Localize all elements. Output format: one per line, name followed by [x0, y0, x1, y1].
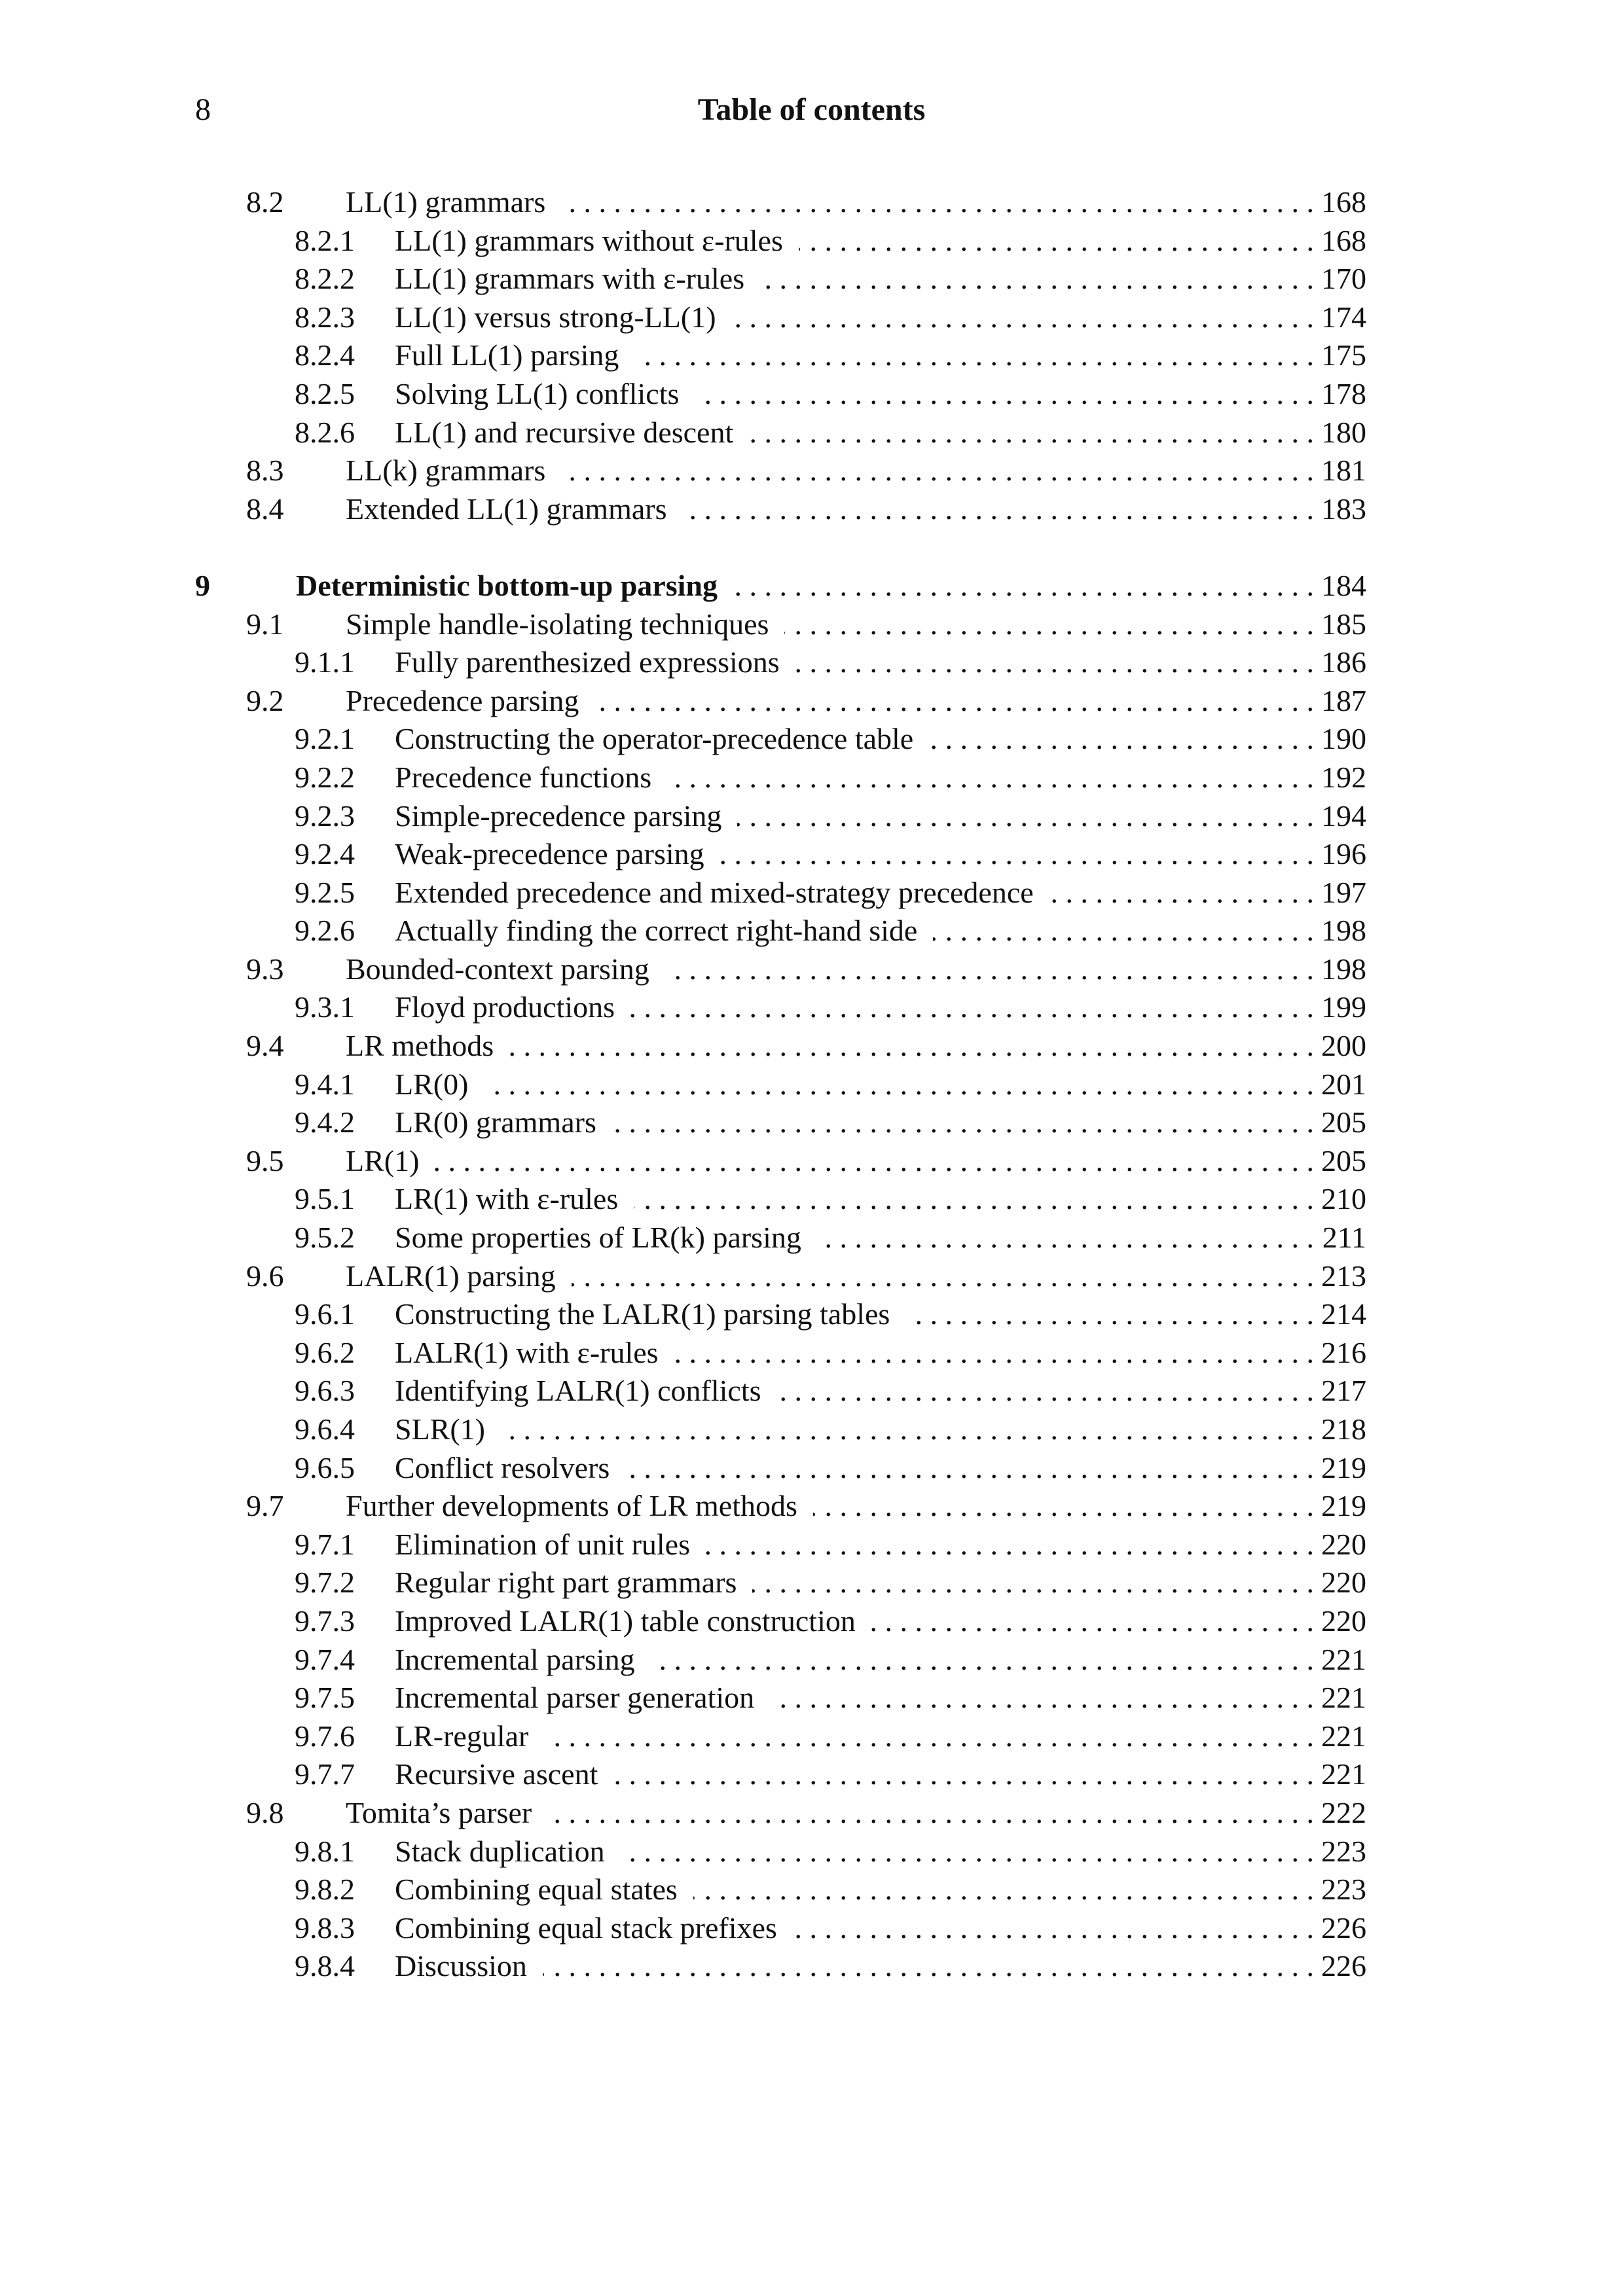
toc-subsection-entry[interactable] [195, 1755, 1366, 1794]
toc-entry-title-text: Conflict resolvers [395, 1451, 625, 1484]
toc-entry-page: 170 [1321, 262, 1366, 296]
toc-entry-title-text: LL(1) grammars without ε-rules [395, 224, 799, 257]
toc-entry-title-text: LR(1) with ε-rules [395, 1182, 634, 1215]
toc-entry-title [395, 1717, 1314, 1756]
toc-entry-page: 181 [1321, 454, 1366, 488]
toc-entry-number: 9.7.3 [295, 1604, 355, 1638]
toc-entry-number: 8.4 [246, 492, 284, 526]
toc-subsection-entry[interactable] [195, 720, 1366, 759]
toc-entry-page: 196 [1321, 837, 1366, 871]
toc-entry-title [346, 452, 1314, 490]
toc-entry-number: 9.2 [246, 683, 284, 717]
toc-entry-title [395, 1372, 1314, 1410]
toc-entry-page: 220 [1321, 1566, 1366, 1600]
toc-subsection-entry[interactable] [195, 336, 1366, 375]
toc-entry-title-text: Identifying LALR(1) conflicts [395, 1374, 777, 1407]
toc-entry-page: 178 [1321, 376, 1366, 410]
toc-entry-title [395, 1833, 1314, 1871]
toc-entry-title-text: Constructing the LALR(1) parsing tables [395, 1297, 905, 1331]
toc-subsection-entry[interactable] [195, 260, 1366, 298]
toc-entry-number: 9.1 [246, 607, 284, 641]
toc-entry-number: 9.6.3 [295, 1374, 355, 1408]
toc-entry-number: 9.7.1 [295, 1527, 355, 1561]
toc-entry-title-text: Deterministic bottom-up parsing [296, 569, 733, 602]
toc-entry-title-text: Constructing the operator-precedence table [395, 722, 929, 755]
toc-subsection-entry[interactable] [195, 1947, 1366, 1986]
toc-entry-title-text: Incremental parser generation [395, 1681, 770, 1714]
toc-entry-page: 220 [1321, 1527, 1366, 1561]
toc-subsection-entry[interactable] [195, 1641, 1366, 1679]
toc-entry-page: 183 [1321, 492, 1366, 526]
toc-entry-number: 9.7.2 [295, 1566, 355, 1600]
toc-entry-page: 214 [1321, 1297, 1366, 1331]
toc-entry-number: 9.8.1 [295, 1834, 355, 1868]
toc-entry-title-text: Recursive ascent [395, 1757, 613, 1791]
toc-entry-title [346, 183, 1314, 222]
toc-entry-number: 9.7.4 [295, 1642, 355, 1676]
toc-entry-title [395, 720, 1314, 759]
toc-entry-page: 199 [1321, 990, 1366, 1024]
toc-entry-title [395, 643, 1314, 682]
toc-subsection-entry[interactable] [195, 835, 1366, 874]
toc-entry-title [296, 567, 1314, 605]
toc-entry-title [346, 1142, 1314, 1181]
toc-section-entry[interactable] [195, 452, 1366, 490]
toc-entry-page: 221 [1321, 1642, 1366, 1676]
toc-subsection-entry[interactable] [195, 643, 1366, 682]
toc-entry-title [395, 1947, 1314, 1986]
toc-entry-title-text: Some properties of LR(k) parsing [395, 1221, 817, 1254]
toc-entry-title [395, 298, 1314, 337]
toc-entry-title [346, 1487, 1314, 1526]
toc-entry-title [346, 950, 1314, 989]
toc-entry-number: 8.3 [246, 454, 284, 488]
toc-entry-number: 9.8.3 [295, 1910, 355, 1945]
toc-entry-number: 9.8 [246, 1795, 284, 1829]
toc-entry-title-text: LR(0) grammars [395, 1105, 612, 1139]
toc-entry-page: 221 [1321, 1719, 1366, 1753]
toc-entry-page: 198 [1321, 952, 1366, 986]
toc-entry-title [395, 1103, 1314, 1142]
toc-section-entry[interactable] [195, 490, 1366, 529]
toc-entry-title [395, 1641, 1314, 1679]
toc-entry-title [395, 222, 1314, 260]
toc-entry-title [346, 1794, 1314, 1833]
toc-entry-title [395, 1526, 1314, 1564]
toc-entry-title-text: LL(1) grammars with ε-rules [395, 262, 760, 295]
toc-entry-page: 218 [1321, 1412, 1366, 1446]
toc-entry-number: 8.2.5 [295, 376, 355, 410]
toc-entry-number: 9.6.5 [295, 1450, 355, 1484]
toc-entry-page: 174 [1321, 300, 1366, 334]
toc-entry-page: 186 [1321, 645, 1366, 679]
toc-entry-title-text: Weak-precedence parsing [395, 837, 720, 870]
toc-entry-page: 168 [1321, 185, 1366, 219]
toc-subsection-entry[interactable] [195, 1066, 1366, 1104]
toc-entry-title-text: Combining equal states [395, 1873, 693, 1906]
toc-entry-number: 9.2.2 [295, 760, 355, 794]
toc-entry-title-text: Simple handle-isolating techniques [346, 607, 784, 641]
toc-entry-number: 9.2.1 [295, 722, 355, 756]
toc-entry-number: 8.2.1 [295, 223, 355, 257]
toc-entry-number: 8.2.6 [295, 415, 355, 449]
toc-entry-title [395, 912, 1314, 950]
toc-entry-title [395, 1334, 1314, 1372]
toc-section-entry[interactable] [195, 1257, 1366, 1296]
toc-entry-page: 220 [1321, 1604, 1366, 1638]
toc-entry-title-text: LR methods [346, 1029, 509, 1062]
toc-entry-number: 9.6.1 [295, 1297, 355, 1331]
toc-entry-title [395, 1066, 1314, 1104]
toc-subsection-entry[interactable] [195, 1103, 1366, 1142]
toc-entry-title-text: Actually finding the correct right-hand side [395, 914, 933, 947]
toc-entry-title-text: Further developments of LR methods [346, 1489, 813, 1522]
toc-subsection-entry[interactable] [195, 988, 1366, 1027]
toc-entry-page: 184 [1321, 568, 1366, 602]
running-title: Table of contents [697, 92, 926, 127]
toc-entry-page: 223 [1321, 1834, 1366, 1868]
toc-entry-number: 9.8.4 [295, 1949, 355, 1983]
toc-entry-title-text: Regular right part grammars [395, 1566, 752, 1599]
toc-subsection-entry[interactable] [195, 797, 1366, 836]
toc-entry-number: 9.7.7 [295, 1757, 355, 1791]
toc-entry-number: 9.1.1 [295, 645, 355, 679]
toc-subsection-entry[interactable] [195, 1410, 1366, 1449]
toc-entry-page: 197 [1321, 875, 1366, 909]
toc-subsection-entry[interactable] [195, 1564, 1366, 1602]
toc-entry-title-text: Stack duplication [395, 1835, 621, 1868]
toc-section-entry[interactable] [195, 1487, 1366, 1526]
toc-entry-title-text: Extended LL(1) grammars [346, 492, 682, 526]
toc-entry-number: 9.2.4 [295, 837, 355, 871]
toc-subsection-entry[interactable] [195, 222, 1366, 260]
toc-section-entry[interactable] [195, 1142, 1366, 1181]
toc-subsection-entry[interactable] [195, 298, 1366, 337]
toc-spacer [195, 528, 1366, 567]
toc-entry-number: 8.2.2 [295, 262, 355, 296]
toc-subsection-entry[interactable] [195, 1449, 1366, 1488]
toc-entry-number: 9.4.1 [295, 1067, 355, 1101]
toc-entry-number: 9.5.2 [295, 1221, 355, 1255]
toc-entry-page: 190 [1321, 722, 1366, 756]
toc-entry-title-text: Solving LL(1) conflicts [395, 377, 695, 410]
toc-subsection-entry[interactable] [195, 1679, 1366, 1717]
toc-subsection-entry[interactable] [195, 414, 1366, 452]
toc-entry-title-text: LL(1) versus strong-LL(1) [395, 300, 732, 334]
page-number: 8 [195, 92, 211, 127]
toc-entry-title [395, 1295, 1314, 1334]
toc-subsection-entry[interactable] [195, 1180, 1366, 1219]
toc-subsection-entry[interactable] [195, 1526, 1366, 1564]
toc-entry-title [395, 336, 1314, 375]
toc-entry-page: 211 [1322, 1221, 1366, 1255]
toc-entry-title-text: Fully parenthesized expressions [395, 645, 795, 679]
toc-entry-title-text: Combining equal stack prefixes [395, 1911, 793, 1945]
table-of-contents [195, 183, 1366, 1986]
toc-entry-title [395, 1219, 1314, 1257]
toc-subsection-entry[interactable] [195, 912, 1366, 950]
toc-entry-page: 219 [1321, 1450, 1366, 1484]
toc-entry-number: 9.3.1 [295, 990, 355, 1024]
toc-entry-title-text: LL(1) and recursive descent [395, 416, 749, 449]
toc-entry-number: 9.6 [246, 1259, 284, 1293]
toc-entry-title [346, 1257, 1314, 1296]
toc-entry-title-text: Elimination of unit rules [395, 1528, 706, 1561]
toc-entry-title-text: Bounded-context parsing [346, 952, 665, 986]
toc-entry-title [346, 490, 1314, 529]
toc-entry-title-text: LL(k) grammars [346, 454, 561, 487]
toc-section-entry[interactable] [195, 1027, 1366, 1066]
toc-entry-title-text: Simple-precedence parsing [395, 799, 737, 833]
toc-subsection-entry[interactable] [195, 1219, 1366, 1257]
toc-entry-title-text: Floyd productions [395, 990, 630, 1024]
toc-entry-page: 217 [1321, 1374, 1366, 1408]
toc-entry-title-text: LR(0) [395, 1067, 484, 1101]
toc-entry-page: 222 [1321, 1795, 1366, 1829]
toc-entry-title [395, 414, 1314, 452]
toc-entry-page: 205 [1321, 1143, 1366, 1177]
toc-entry-page: 226 [1321, 1949, 1366, 1983]
toc-entry-number: 9 [195, 568, 210, 602]
toc-subsection-entry[interactable] [195, 1909, 1366, 1948]
toc-entry-title-text: LR(1) [346, 1144, 435, 1177]
toc-entry-title-text: Precedence parsing [346, 684, 594, 717]
toc-entry-page: 180 [1321, 415, 1366, 449]
toc-subsection-entry[interactable] [195, 1334, 1366, 1372]
toc-entry-number: 8.2.3 [295, 300, 355, 334]
toc-subsection-entry[interactable] [195, 1871, 1366, 1909]
toc-entry-page: 226 [1321, 1910, 1366, 1945]
toc-entry-title-text: Full LL(1) parsing [395, 338, 634, 372]
toc-entry-title [395, 835, 1314, 874]
toc-entry-page: 216 [1321, 1335, 1366, 1369]
toc-subsection-entry[interactable] [195, 375, 1366, 414]
toc-entry-number: 9.2.6 [295, 914, 355, 948]
toc-entry-number: 9.7 [246, 1489, 284, 1523]
toc-entry-title-text: Extended precedence and mixed-strategy precedence [395, 876, 1049, 909]
toc-entry-title [395, 759, 1314, 797]
toc-entry-title [395, 1755, 1314, 1794]
toc-entry-number: 8.2 [246, 185, 284, 219]
toc-entry-title-text: LR-regular [395, 1719, 544, 1753]
toc-entry-page: 185 [1321, 607, 1366, 641]
toc-entry-number: 9.2.5 [295, 875, 355, 909]
toc-entry-page: 187 [1321, 683, 1366, 717]
toc-entry-title [395, 375, 1314, 414]
toc-entry-page: 223 [1321, 1873, 1366, 1907]
toc-subsection-entry[interactable] [195, 874, 1366, 912]
toc-entry-title-text: LALR(1) parsing [346, 1259, 572, 1293]
toc-entry-number: 9.4.2 [295, 1105, 355, 1139]
toc-chapter-entry[interactable] [195, 567, 1366, 605]
toc-entry-number: 9.7.6 [295, 1719, 355, 1753]
toc-entry-page: 194 [1321, 798, 1366, 833]
toc-subsection-entry[interactable] [195, 1372, 1366, 1410]
toc-entry-page: 213 [1321, 1259, 1366, 1293]
toc-entry-number: 9.8.2 [295, 1873, 355, 1907]
toc-entry-title-text: Improved LALR(1) table construction [395, 1604, 871, 1638]
toc-entry-title [395, 1449, 1314, 1488]
toc-entry-number: 9.5 [246, 1143, 284, 1177]
toc-entry-title-text: Incremental parsing [395, 1643, 651, 1676]
toc-entry-number: 8.2.4 [295, 338, 355, 372]
toc-entry-title [395, 797, 1314, 836]
toc-entry-number: 9.3 [246, 952, 284, 986]
toc-entry-title [346, 1027, 1314, 1066]
toc-entry-title [395, 260, 1314, 298]
toc-subsection-entry[interactable] [195, 1833, 1366, 1871]
toc-subsection-entry[interactable] [195, 759, 1366, 797]
toc-entry-title-text: Tomita’s parser [346, 1796, 547, 1829]
toc-entry-title-text: Discussion [395, 1949, 543, 1982]
toc-entry-title-text: SLR(1) [395, 1412, 501, 1446]
toc-entry-page: 221 [1321, 1757, 1366, 1791]
toc-entry-title [395, 1871, 1314, 1909]
toc-subsection-entry[interactable] [195, 1717, 1366, 1756]
toc-entry-title [346, 605, 1314, 644]
toc-entry-page: 175 [1321, 338, 1366, 372]
toc-entry-number: 9.6.2 [295, 1335, 355, 1369]
toc-entry-title [395, 1180, 1314, 1219]
toc-entry-title-text: LL(1) grammars [346, 185, 561, 219]
toc-entry-page: 200 [1321, 1029, 1366, 1063]
toc-entry-number: 9.7.5 [295, 1681, 355, 1715]
toc-entry-title [395, 1602, 1314, 1641]
toc-section-entry[interactable] [195, 950, 1366, 989]
toc-section-entry[interactable] [195, 682, 1366, 721]
toc-entry-page: 201 [1321, 1067, 1366, 1101]
toc-entry-page: 192 [1321, 760, 1366, 794]
toc-section-entry[interactable] [195, 183, 1366, 222]
toc-section-entry[interactable] [195, 1794, 1366, 1833]
toc-entry-page: 219 [1321, 1489, 1366, 1523]
toc-entry-page: 198 [1321, 914, 1366, 948]
toc-entry-number: 9.4 [246, 1029, 284, 1063]
toc-entry-number: 9.5.1 [295, 1182, 355, 1216]
toc-subsection-entry[interactable] [195, 1602, 1366, 1641]
toc-entry-title [395, 874, 1314, 912]
toc-entry-title [395, 988, 1314, 1027]
toc-entry-title-text: LALR(1) with ε-rules [395, 1336, 674, 1369]
toc-entry-title [395, 1410, 1314, 1449]
toc-entry-title [346, 682, 1314, 721]
toc-entry-page: 221 [1321, 1681, 1366, 1715]
toc-entry-title [395, 1909, 1314, 1948]
toc-entry-page: 205 [1321, 1105, 1366, 1139]
toc-subsection-entry[interactable] [195, 1295, 1366, 1334]
toc-entry-title [395, 1564, 1314, 1602]
toc-entry-title [395, 1679, 1314, 1717]
toc-entry-number: 9.2.3 [295, 798, 355, 833]
toc-entry-page: 168 [1321, 223, 1366, 257]
toc-section-entry[interactable] [195, 605, 1366, 644]
toc-entry-number: 9.6.4 [295, 1412, 355, 1446]
toc-entry-page: 210 [1321, 1182, 1366, 1216]
toc-entry-title-text: Precedence functions [395, 761, 667, 794]
